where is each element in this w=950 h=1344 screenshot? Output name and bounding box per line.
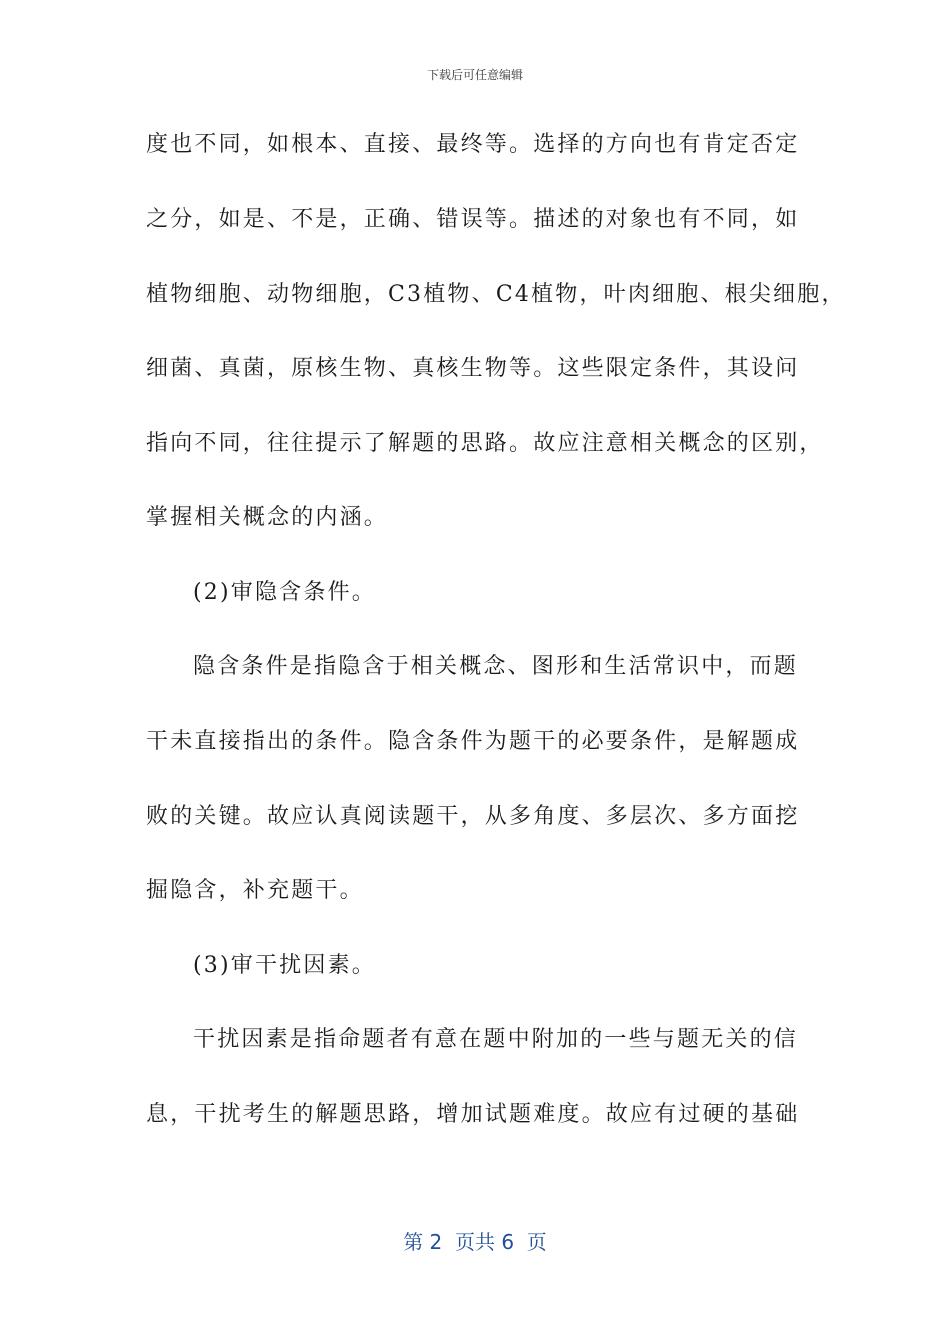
text-line: 息，干扰考生的解题思路，增加试题难度。故应有过硬的基础 bbox=[146, 1102, 800, 1127]
text-line: 指向不同，往往提示了解题的思路。故应注意相关概念的区别， bbox=[146, 431, 824, 456]
text-line: 之分，如是、不是，正确、错误等。描述的对象也有不同，如 bbox=[146, 207, 800, 232]
text-line: 掘隐含，补充题干。 bbox=[146, 878, 364, 903]
text-line: 细菌、真菌，原核生物、真核生物等。这些限定条件，其设问 bbox=[146, 356, 800, 381]
text-line: 度也不同，如根本、直接、最终等。选择的方向也有肯定否定 bbox=[146, 132, 800, 157]
paragraph-start: 干扰因素是指命题者有意在题中附加的一些与题无关的信 bbox=[193, 1027, 799, 1052]
page-header: 下载后可任意编辑 bbox=[426, 68, 523, 82]
text-line: 植物细胞、动物细胞，C3植物、C4植物，叶肉细胞、根尖细胞， bbox=[146, 282, 846, 307]
section-heading: (3)审干扰因素。 bbox=[193, 953, 376, 978]
text-line: 干未直接指出的条件。隐含条件为题干的必要条件，是解题成 bbox=[146, 729, 800, 754]
page-number-footer: 第 2 页共 6 页 bbox=[403, 1230, 547, 1254]
text-line: 败的关键。故应认真阅读题干，从多角度、多层次、多方面挖 bbox=[146, 804, 800, 829]
text-line: 掌握相关概念的内涵。 bbox=[146, 505, 389, 530]
section-heading: (2)审隐含条件。 bbox=[193, 580, 376, 605]
paragraph-start: 隐含条件是指隐含于相关概念、图形和生活常识中，而题 bbox=[193, 654, 799, 679]
